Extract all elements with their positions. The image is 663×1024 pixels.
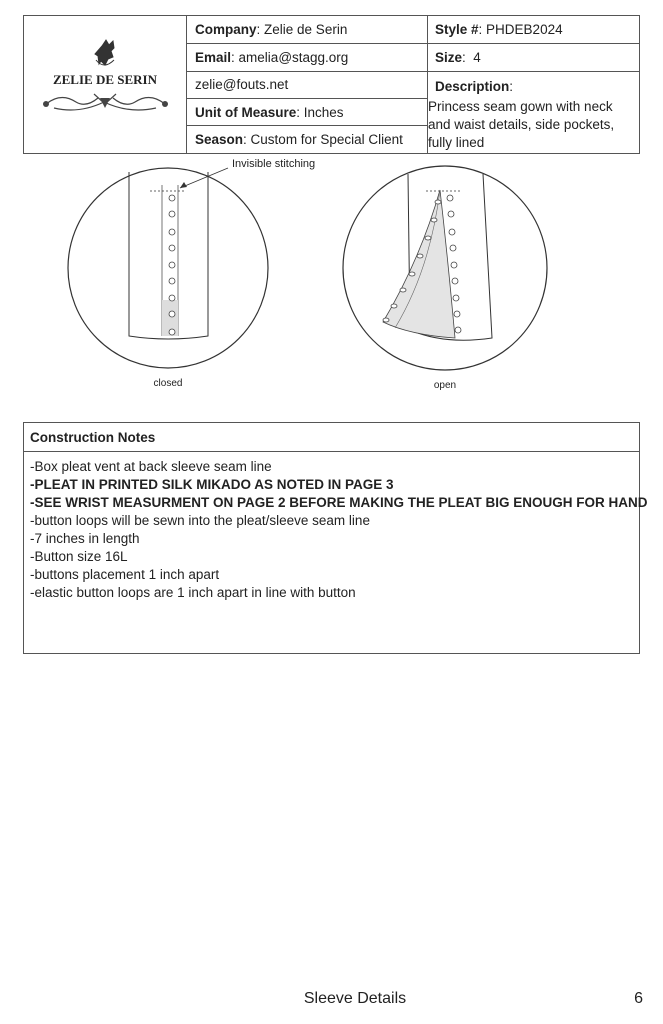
note-item: -7 inches in length (30, 531, 140, 546)
logo-text: ZELIE DE SERIN (52, 72, 158, 87)
note-item: -Box pleat vent at back sleeve seam line (30, 459, 272, 474)
open-label: open (433, 380, 457, 391)
note-item: -button loops will be sewn into the pleat/sleeve seam line (30, 513, 370, 528)
construction-notes-title: Construction Notes (24, 423, 639, 452)
company-field: Company: Zelie de Serin (195, 22, 348, 37)
description-text: Princess seam gown with neck and waist details, side pockets, fully lined (428, 99, 615, 150)
note-item: -elastic button loops are 1 inch apart in line with button (30, 585, 356, 600)
note-item: -buttons placement 1 inch apart (30, 567, 220, 582)
sleeve-illustrations (0, 150, 663, 400)
note-item: -Button size 16L (30, 549, 128, 564)
invisible-stitching-callout: Invisible stitching (232, 158, 316, 170)
note-item: -SEE WRIST MEASURMENT ON PAGE 2 BEFORE MAKING THE PLEAT BIG ENOUGH FOR HAND (30, 495, 648, 510)
note-item: -PLEAT IN PRINTED SILK MIKADO AS NOTED IN PAGE 3 (30, 477, 394, 492)
unit-of-measure-field: Unit of Measure: Inches (195, 105, 344, 120)
construction-notes-list (24, 452, 648, 602)
closed-label: closed (153, 378, 183, 389)
style-number-field: Style #: PHDEB2024 (435, 22, 563, 37)
secondary-email: zelie@fouts.net (195, 77, 289, 92)
season-field: Season: Custom for Special Client (195, 132, 403, 147)
construction-notes-box (23, 422, 648, 654)
size-field: Size: 4 (435, 50, 481, 65)
email-field: Email: amelia@stagg.org (195, 50, 349, 65)
open-sleeve-figure (343, 166, 547, 391)
page-title: Sleeve Details (303, 990, 407, 1007)
spec-header-table (23, 15, 640, 154)
description-label: Description: (435, 79, 514, 94)
brand-logo (24, 16, 187, 153)
page-number: 6 (634, 990, 643, 1007)
closed-sleeve-figure (68, 158, 315, 389)
